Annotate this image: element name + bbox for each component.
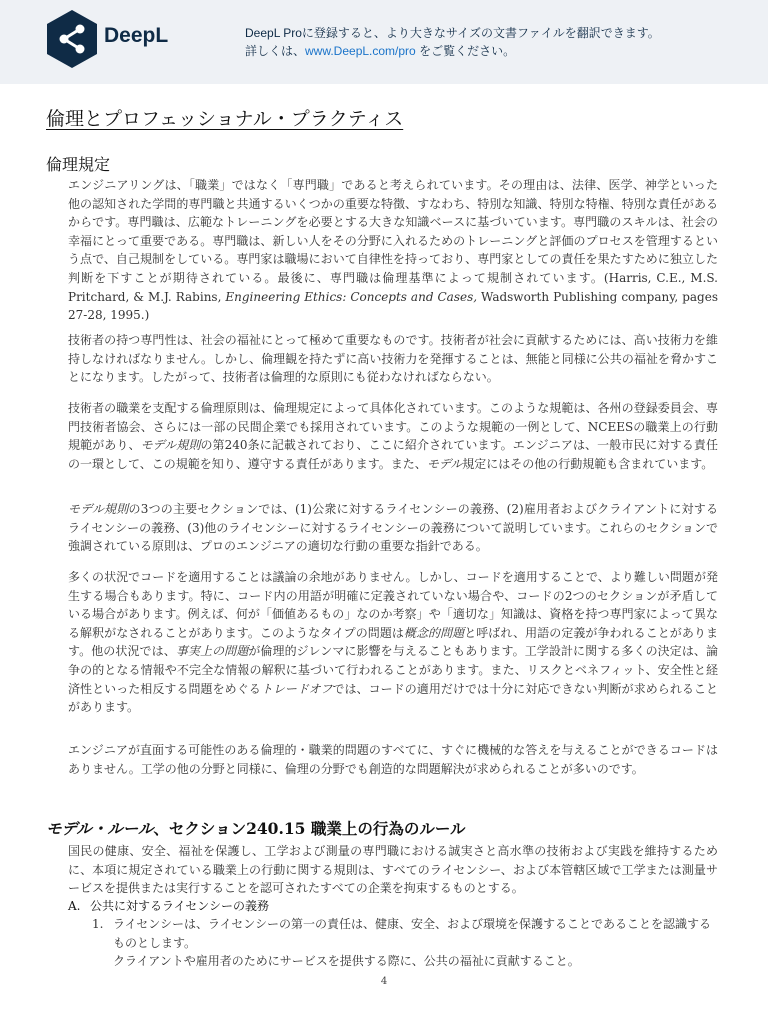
list-marker-a: A. xyxy=(68,899,81,913)
p3-model-rules: モデル規則 xyxy=(140,438,201,453)
deepl-pro-link[interactable]: www.DeepL.com/pro xyxy=(305,44,416,58)
p5-factual-problem: 事実上の問題 xyxy=(175,644,249,659)
p3-e: 規定にはその他の行動規範も含まれています。 xyxy=(462,456,714,471)
list-marker-1: 1. xyxy=(92,917,104,931)
citation-title: Engineering Ethics: Concepts and Cases, xyxy=(225,289,478,304)
citation-rest: Wadsworth Publishing company, pages 27-28, 1995.) xyxy=(68,289,718,323)
model-rules-heading-rest: 、セクション240.15 職業上の行為のルール xyxy=(153,819,466,838)
paragraph-applying-code xyxy=(68,568,718,717)
banner-line-2-before: 詳しくは、 xyxy=(245,44,306,58)
list-item-1-line1: ライセンシーは、ライセンシーの第一の責任は、健康、安全、および環境を保護することであることを認識するものとします。 xyxy=(113,917,711,950)
p3-a: 技術者の職業を支配する倫理原則は、倫理規定によって具体化されています。このような規範は、各州の登録委員会、専門技術者協会、さらには一部の民間企業でも採用されています。このような規範の一例として、NCEESの職業上の行動規範があり、 xyxy=(68,401,718,453)
paragraph-ethics-principles xyxy=(68,399,718,473)
list-item-a-text: 公共に対するライセンシーの義務 xyxy=(90,899,269,913)
deepl-promo-banner xyxy=(0,0,768,84)
list-item-a xyxy=(68,897,269,915)
list-item-1 xyxy=(92,915,722,971)
p5-e: が倫理的ジレンマに影響を与えることもあります。工学設計に関する多くの決定は、論争の的となる情報や不完全な情報の解釈に基づいて行われることがあります。また、リスクとベネフィット、安全性と経済性といった相反する問題をめぐる xyxy=(68,644,718,696)
section-heading-ethics-code: 倫理規定 xyxy=(46,155,111,174)
paragraph-expertise: 技術者の持つ専門性は、社会の福祉にとって極めて重要なものです。技術者が社会に貢献するためには、高い技術力を維持しなければなりません。しかし、倫理観を持たずに高い技術力を発揮することは、無能と同様に公共の福祉を脅かすことになります。したがって、技術者は倫理的な原則にも従わなければならない。 xyxy=(68,333,718,385)
banner-line-1: DeepL Proに登録すると、より大きなサイズの文書ファイルを翻訳できます。 xyxy=(245,26,660,40)
banner-line-2 xyxy=(245,42,660,60)
p5-c: と呼ばれ、用語の定義が争われることがあります。他の状況では、 xyxy=(68,625,718,659)
paragraph-professions xyxy=(68,176,718,325)
model-rules-heading xyxy=(46,817,466,839)
p1-text: エンジニアリングは、「職業」ではなく「専門職」であると考えられています。その理由は、法律、医学、神学といった他の認知された学問的専門職と共通するいくつかの重要な特徴、すなわち、特別な知識、特別な特権、特別な責任があるからです。専門職は、広範なトレーニングを必要とする大きな知識ベースに基づいています。専門職のスキルは、社会の幸福にとって重要である。専門職は、新しい人をその分野に入れるためのトレーニングと評価のプロセスを管理するという点で、自己規制をしている。専門家は職場において自律性を持っており、専門家としての責任を果たすために独立した判断を下すことが期待されている。最後に、専門職は倫理基準によって規制されています。(Harris, C.E., M.S. Pritchard, & M.J. Rabins, xyxy=(68,178,718,304)
list-item-1-line2: クライアントや雇用者のためにサービスを提供する際に、公共の福祉に貢献すること。 xyxy=(113,954,580,969)
document-page xyxy=(0,84,768,1024)
deepl-logo-text: DeepL xyxy=(104,24,169,47)
p5-a: 多くの状況でコードを適用することは議論の余地がありません。しかし、コードを適用することで、より難しい問題が発生する場合もあります。特に、コード内の用語が明確に定義されていない場合や、コードの2つのセクションが矛盾している場合があります。例えば、何が「価値あるもの」なのか考察」や「適切な」知識は、資格を持つ専門家によって異なる解釈がなされることがあります。このようなタイプの問題は xyxy=(68,570,718,640)
paragraph-rules-intro: 国民の健康、安全、福祉を保護し、工学および測量の専門職における誠実さと高水準の技術および実践を維持するために、本項に規定されている職業上の行動に関する規則は、すべてのライセンシー、および本管轄区域で工学または測量サービスを提供または実行することを認可されたすべての企業を拘束するものとする。 xyxy=(68,844,718,896)
p3-model: モデル xyxy=(426,456,463,471)
p4-model-rules: モデル規則 xyxy=(68,502,129,516)
banner-line-2-after: をご覧ください。 xyxy=(415,44,516,58)
p3-c: の第240条に記載されており、ここに紹介されています。エンジニアは、一般市民に対する責任の一環として、この規範を知り、遵守する責任があります。また、 xyxy=(68,438,718,471)
paragraph-three-sections xyxy=(68,500,718,556)
deepl-logo-icon[interactable] xyxy=(47,10,97,68)
p5-g: では、コードの適用だけでは十分に対応できない判断が求められることがあります。 xyxy=(68,681,718,715)
document-title: 倫理とプロフェッショナル・プラクティス xyxy=(46,108,404,130)
banner-message xyxy=(245,24,660,60)
p5-conceptual-problem: 概念的問題 xyxy=(403,625,465,640)
paragraph-no-mechanical-answers: エンジニアが直面する可能性のある倫理的・職業的問題のすべてに、すぐに機械的な答えを与えることができるコードはありません。工学の他の分野と同様に、倫理の分野でも創造的な問題解決が求められることが多いのです。 xyxy=(68,743,718,776)
page-number: 4 xyxy=(380,976,388,987)
p4-b: の3つの主要セクションでは、(1)公衆に対するライセンシーの義務、(2)雇用者およびクライアントに対するライセンシーの義務、(3)他のライセンシーに対するライセンシーの義務について説明しています。これらのセクションで強調されている原則は、プロのエンジニアの適切な行動の重要な指針である。 xyxy=(68,502,718,554)
p5-tradeoff: トレードオフ xyxy=(260,681,333,696)
model-rules-heading-italic: モデル・ルール xyxy=(46,819,154,838)
